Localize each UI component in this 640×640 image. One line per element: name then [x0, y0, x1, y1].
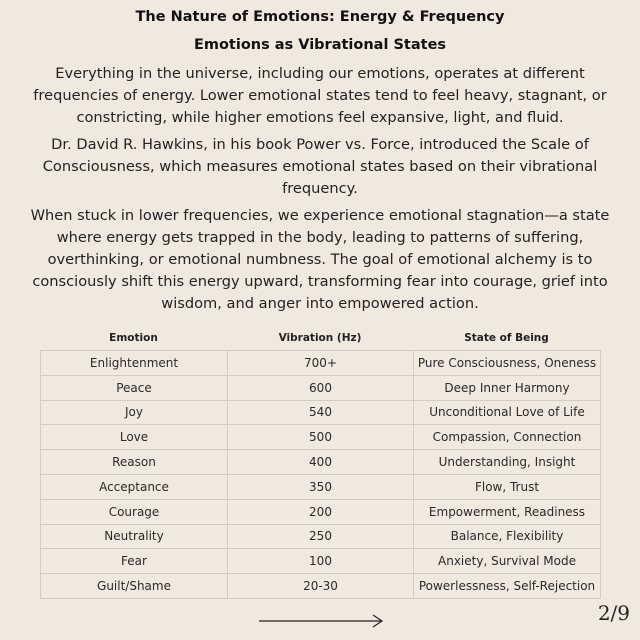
cell-emotion: Courage	[41, 499, 228, 524]
cell-state: Unconditional Love of Life	[414, 400, 601, 425]
cell-emotion: Enlightenment	[41, 351, 228, 376]
cell-vibration: 20-30	[228, 574, 414, 599]
cell-emotion: Fear	[41, 549, 228, 574]
cell-vibration: 350	[228, 474, 414, 499]
cell-vibration: 700+	[228, 351, 414, 376]
cell-state: Deep Inner Harmony	[414, 375, 601, 400]
cell-vibration: 100	[228, 549, 414, 574]
paragraph-3: When stuck in lower frequencies, we experience emotional stagnation—a state where energy gets trapped in the body, leading to patterns of suffering, overthinking, or emotional numbness. The goal of emotional alchemy is to consciously shift this energy upward, transforming fear into courage, grief into wisdom, and anger into empowered action.	[30, 207, 610, 312]
cell-vibration: 600	[228, 375, 414, 400]
paragraph-2: Dr. David R. Hawkins, in his book Power vs. Force, introduced the Scale of Consciousness, which measures emotional states based on their vibrational frequency.	[42, 136, 598, 197]
table-row	[41, 425, 601, 450]
cell-state: Compassion, Connection	[414, 425, 601, 450]
cell-state: Understanding, Insight	[414, 450, 601, 475]
cell-emotion: Reason	[41, 450, 228, 475]
section-subtitle: Emotions as Vibrational States	[193, 37, 447, 53]
cell-emotion: Neutrality	[41, 524, 228, 549]
cell-emotion: Love	[41, 425, 228, 450]
page-indicator: 2/9	[597, 601, 630, 625]
cell-vibration: 400	[228, 450, 414, 475]
cell-vibration: 200	[228, 499, 414, 524]
paragraph-1: Everything in the universe, including our emotions, operates at different frequencies of energy. Lower emotional states tend to feel heavy, stagnant, or constricting, while higher emotions feel expansive, light, and fluid.	[33, 65, 607, 126]
cell-emotion: Acceptance	[41, 474, 228, 499]
cell-emotion: Joy	[41, 400, 228, 425]
cell-emotion: Peace	[41, 375, 228, 400]
cell-vibration: 250	[228, 524, 414, 549]
table-row	[41, 499, 601, 524]
table-row	[41, 574, 601, 599]
table-row	[41, 474, 601, 499]
cell-state: Pure Consciousness, Oneness	[414, 351, 601, 376]
cell-vibration: 540	[228, 400, 414, 425]
table-header	[40, 326, 600, 350]
table-row	[41, 351, 601, 376]
table-row	[41, 524, 601, 549]
table-row	[41, 450, 601, 475]
cell-state: Powerlessness, Self-Rejection	[414, 574, 601, 599]
emotion-scale-table	[40, 326, 600, 599]
header-vibration: Vibration (Hz)	[278, 332, 362, 344]
cell-state: Empowerment, Readiness	[414, 499, 601, 524]
cell-emotion: Guilt/Shame	[41, 574, 228, 599]
header-emotion: Emotion	[109, 332, 158, 344]
cell-state: Balance, Flexibility	[414, 524, 601, 549]
table-row	[41, 400, 601, 425]
header-state: State of Being	[464, 332, 549, 344]
cell-vibration: 500	[228, 425, 414, 450]
page-title: The Nature of Emotions: Energy & Frequency	[135, 9, 505, 25]
table-body	[40, 350, 601, 599]
arrow-right-icon[interactable]	[258, 612, 384, 628]
cell-state: Anxiety, Survival Mode	[414, 549, 601, 574]
table-row	[41, 549, 601, 574]
table-row	[41, 375, 601, 400]
cell-state: Flow, Trust	[414, 474, 601, 499]
